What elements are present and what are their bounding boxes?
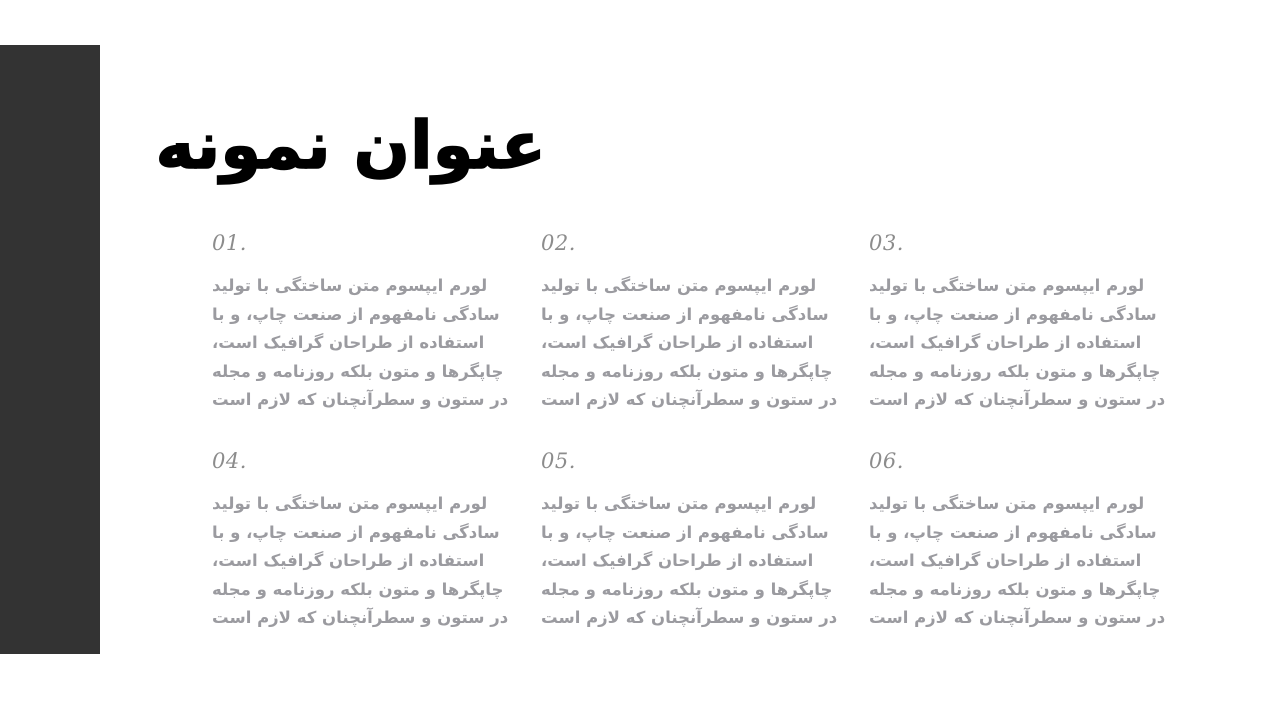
text-line: در ستون و سطرآنچنان که لازم است: [541, 390, 838, 409]
text-line: چاپگرها و متون بلکه روزنامه و مجله: [869, 579, 1161, 599]
slide-title: عنوان نمونه: [155, 107, 546, 184]
item-04: [212, 444, 512, 633]
text-line: لورم ایپسوم متن ساختگی با تولید: [541, 494, 817, 513]
text-line: لورم ایپسوم متن ساختگی با تولید: [212, 494, 488, 513]
item-body-text: [212, 490, 512, 633]
text-line: چاپگرها و متون بلکه روزنامه و مجله: [869, 361, 1161, 381]
text-line: سادگی نامفهوم از صنعت چاپ، و با: [869, 304, 1157, 324]
text-line: لورم ایپسوم متن ساختگی با تولید: [541, 276, 817, 295]
item-body-text: [212, 272, 512, 415]
item-02: [541, 226, 841, 415]
text-line: لورم ایپسوم متن ساختگی با تولید: [869, 494, 1145, 513]
item-number: 03.: [869, 231, 904, 255]
text-line: سادگی نامفهوم از صنعت چاپ، و با: [541, 304, 829, 324]
item-number: 01.: [212, 231, 247, 255]
item-number: 04.: [212, 449, 247, 473]
text-line: استفاده از طراحان گرافیک است،: [541, 333, 814, 352]
text-line: استفاده از طراحان گرافیک است،: [869, 551, 1142, 570]
side-accent-bar: [0, 45, 100, 654]
item-body-text: [541, 490, 841, 633]
item-01: [212, 226, 512, 415]
text-line: چاپگرها و متون بلکه روزنامه و مجله: [541, 579, 833, 599]
text-line: در ستون و سطرآنچنان که لازم است: [212, 390, 509, 409]
item-06: [869, 444, 1169, 633]
text-line: استفاده از طراحان گرافیک است،: [212, 551, 485, 570]
text-line: لورم ایپسوم متن ساختگی با تولید: [212, 276, 488, 295]
item-03: [869, 226, 1169, 415]
text-line: در ستون و سطرآنچنان که لازم است: [541, 608, 838, 627]
text-line: در ستون و سطرآنچنان که لازم است: [212, 608, 509, 627]
text-line: استفاده از طراحان گرافیک است،: [541, 551, 814, 570]
item-body-text: [869, 272, 1169, 415]
text-line: چاپگرها و متون بلکه روزنامه و مجله: [212, 361, 504, 381]
item-body-text: [869, 490, 1169, 633]
text-line: استفاده از طراحان گرافیک است،: [212, 333, 485, 352]
text-line: چاپگرها و متون بلکه روزنامه و مجله: [541, 361, 833, 381]
item-body-text: [541, 272, 841, 415]
item-number: 05.: [541, 449, 576, 473]
text-line: سادگی نامفهوم از صنعت چاپ، و با: [212, 522, 500, 542]
text-line: در ستون و سطرآنچنان که لازم است: [869, 390, 1166, 409]
text-line: لورم ایپسوم متن ساختگی با تولید: [869, 276, 1145, 295]
text-line: سادگی نامفهوم از صنعت چاپ، و با: [541, 522, 829, 542]
text-line: سادگی نامفهوم از صنعت چاپ، و با: [869, 522, 1157, 542]
item-number: 06.: [869, 449, 904, 473]
text-line: استفاده از طراحان گرافیک است،: [869, 333, 1142, 352]
text-line: در ستون و سطرآنچنان که لازم است: [869, 608, 1166, 627]
item-number: 02.: [541, 231, 576, 255]
item-05: [541, 444, 841, 633]
text-line: چاپگرها و متون بلکه روزنامه و مجله: [212, 579, 504, 599]
text-line: سادگی نامفهوم از صنعت چاپ، و با: [212, 304, 500, 324]
